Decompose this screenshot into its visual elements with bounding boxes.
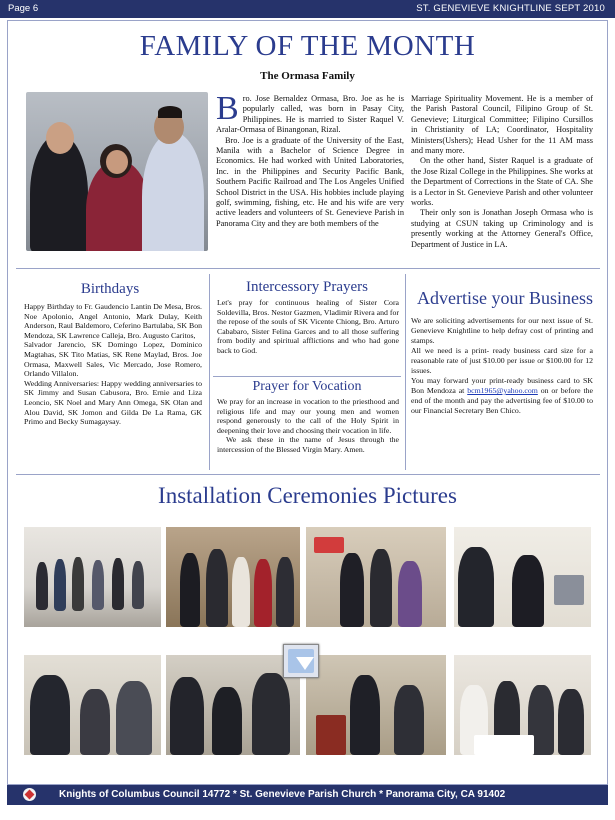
- vocation-paragraph: We ask these in the name of Jesus through the intercession of the Blessed Virgin Mary. Amen.: [217, 435, 399, 454]
- feature-paragraph: On the other hand, Sister Raquel is a graduate of the Jose Rizal College in the Philippines. She works at the Department of Corrections in the State of CA. She is a Lector in St. Genevieve Parish and other volunteer works.: [411, 156, 593, 208]
- installation-photo: [454, 527, 591, 627]
- feature-column-2: [411, 94, 593, 250]
- installation-photo: [166, 655, 300, 755]
- knights-emblem-icon: [23, 788, 36, 801]
- birthdays-text: [24, 302, 202, 427]
- installation-photo: [166, 527, 300, 627]
- feature-paragraph: ro. Jose Bernaldez Ormasa, Bro. Joe as he is popularly called, was born in Pasay City, Philippines. He is married to Sister Raquel V. Aralar-Ormasa of Binangonan, Rizal.: [216, 94, 404, 135]
- advertise-text: [411, 316, 593, 416]
- intercessory-title: Intercessory Prayers: [245, 279, 369, 295]
- feature-title: FAMILY OF THE MONTH: [139, 30, 476, 62]
- advertise-paragraph: We are soliciting advertisements for our next issue of St. Genevieve Knightline to help defray cost of printing and stamps.: [411, 316, 593, 345]
- feature-dropcap: B: [216, 90, 239, 127]
- advertise-text-span: on or before the end of the month and pay the advertising fee of $10.00 to our Financial Secretary Ben Chico.: [411, 386, 594, 415]
- publication-title: ST. GENEVIEVE KNIGHTLINE SEPT 2010: [416, 3, 605, 14]
- vocation-title: Prayer for Vocation: [252, 379, 362, 394]
- birthday-paragraph: Happy Birthday to Fr. Gaudencio Lantin De Mesa, Bros. Noe Apolonio, Angel Antonio, Mark Dulay, Keith Anderson, Raul Baldemoro, Ceferino Bartulaba, SK Bon Mendoza, SK Lawrence Calleja, Bro. Augusto Caritos,: [24, 302, 202, 340]
- section-divider: [16, 268, 600, 269]
- intercessory-text: [217, 298, 399, 356]
- page-footer-bar: [7, 785, 608, 805]
- column-divider: [405, 274, 406, 470]
- feature-column-1: [216, 90, 404, 229]
- advertise-title: Advertise your Business: [417, 288, 593, 308]
- page-number: Page 6: [8, 3, 39, 14]
- feature-paragraph: Bro. Joe is a graduate of the University of the East, Manila with a Bachelor of Science Degree in Economics. He had worked with United Laboratories, Inc. in the Philippines and Security Pacific Bank, Southern Pacific Railroad and The Los Angeles Unified School District in the USA. His hobbies include playing golf, swimming, fishing, etc. He and his wife are very active leaders and volunteers of St. Genevieve Parish in Panorama City and they are both members of the: [216, 135, 404, 228]
- installation-photo: [454, 655, 591, 755]
- anniversary-paragraph: Wedding Anniversaries: Happy wedding anniversaries to SK Jimmy and Susan Cabusora, Bro. Ernie and Liza Leoncio, SK Noel and Mary Ann Omega, SK Olan and Alou David, SK Jomon and Gilda De La Rama, GK Primo and Becky Sumagaysay.: [24, 378, 202, 427]
- column-divider: [209, 274, 210, 470]
- installation-photo: [24, 655, 161, 755]
- section-divider: [213, 376, 401, 377]
- installation-photo: [306, 655, 446, 755]
- family-photo: [26, 92, 208, 251]
- footer-text: Knights of Columbus Council 14772 * St. Genevieve Parish Church * Panorama City, CA 91402: [59, 789, 506, 800]
- section-divider: [16, 474, 600, 475]
- page-header-bar: [0, 0, 615, 18]
- feature-paragraph: Their only son is Jonathan Joseph Ormasa who is studying at CSUN taking up Criminology and is presently working at the Attorney General's Office, Department of Justice in LA.: [411, 208, 593, 249]
- download-arrow-icon: [288, 649, 314, 673]
- vocation-text: [217, 397, 399, 455]
- feature-subtitle: The Ormasa Family: [260, 70, 355, 82]
- advertise-text-span: You may forward your print-ready business card to SK Bon Mendoza at: [411, 376, 593, 395]
- advertise-paragraph: [411, 376, 593, 416]
- installation-title: Installation Ceremonies Pictures: [158, 483, 457, 508]
- feature-paragraph: Marriage Spirituality Movement. He is a member of the Parish Pastoral Council, Filipino Group of St. Genevieve; Liturgical Committee; Filipino Cursillos in Christianity of LA; Coordinator, Hospitality Ministers(Ushers); Head Usher for the 11 AM mass and many more.: [411, 94, 593, 156]
- vocation-paragraph: We pray for an increase in vocation to the priesthood and religious life and may our young men and women respond generously to the call of the Holy Spirit in deepening their love and choosing their vocation in life.: [217, 397, 399, 435]
- installation-photo: [24, 527, 161, 627]
- advertise-email-link[interactable]: bcm1965@yahoo.com: [467, 386, 538, 395]
- birthdays-title: Birthdays: [80, 281, 140, 297]
- birthday-paragraph: Salvador Jarencio, SK Domingo Lopez, Dominico Magtahas, SK Tito Matias, SK Rene Maylad, Bros. Joe Ormasa, Maxwell Sales, Vic Mercado, Jose Romero, Orlando Villalon.: [24, 340, 202, 379]
- intercessory-paragraph: Let's pray for continuous healing of Sister Cora Soldevilla, Bros. Nestor Gazmen, Vladimir Rivera and for the repose of the souls of SK Vicente Chiong, Bro. Arturo Cababaro, Sister Felina Garces and to all those suffering from bodily and spiritual afflictions and who had gone back to God.: [217, 298, 399, 355]
- download-arrow-button[interactable]: [283, 644, 319, 678]
- advertise-paragraph: All we need is a print- ready business card size for a reasonable rate of just $10.00 per issue or $100.00 for 12 issues.: [411, 346, 593, 375]
- installation-photo: [306, 527, 446, 627]
